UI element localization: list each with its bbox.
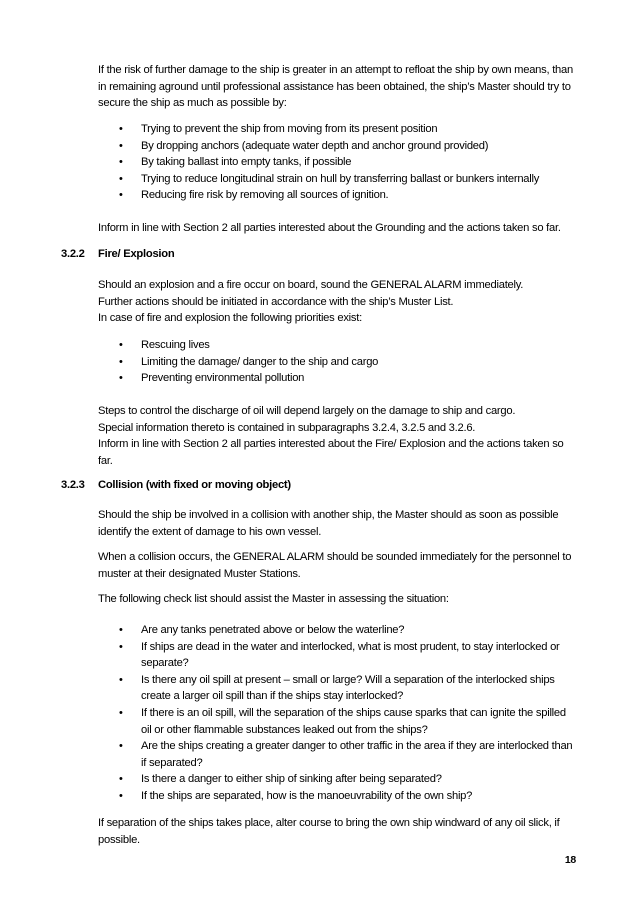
list-item: • Reducing fire risk by removing all sources of ignition. xyxy=(117,187,577,204)
collision-paragraph-2: When a collision occurs, the GENERAL ALARM should be sounded immediately for the personnel to muster at their designated Muster Stations. xyxy=(98,551,572,580)
section-heading-collision xyxy=(61,477,291,494)
collision-paragraph-1: Should the ship be involved in a collision with another ship, the Master should as soon as possible identify the extent of damage to his own vessel. xyxy=(98,509,559,538)
fire-intro-paragraph: Should an explosion and a fire occur on board, sound the GENERAL ALARM immediately. Further actions should be initiated in accordance with the ship’s Muster List. In case of fire and explosion the following priorities exist: xyxy=(98,279,524,325)
list-item: • Are the ships creating a greater danger to other traffic in the area if they are interlocked than if separated? xyxy=(119,740,573,769)
bullet-icon: • xyxy=(119,339,123,351)
list-item: • If the ships are separated, how is the manoeuvrability of the own ship? xyxy=(117,788,577,805)
list-item: • Trying to prevent the ship from moving from its present position xyxy=(117,121,577,138)
bullet-icon: • xyxy=(119,706,123,719)
bullet-icon: • xyxy=(119,624,123,636)
list-item: • Rescuing lives xyxy=(117,337,577,354)
bullet-icon: • xyxy=(119,789,123,802)
section-number: 3.2.2 xyxy=(61,248,85,260)
list-item: • Preventing environmental pollution xyxy=(117,370,577,387)
list-item: • By taking ballast into empty tanks, if possible xyxy=(117,154,577,171)
bullet-icon: • xyxy=(119,355,123,368)
section-title: Collision (with fixed or moving object) xyxy=(98,479,291,491)
list-item: • By dropping anchors (adequate water depth and anchor ground provided) xyxy=(117,138,577,155)
bullet-icon: • xyxy=(119,123,123,135)
list-item: • If ships are dead in the water and interlocked, what is most prudent, to stay interlocked or separate? xyxy=(119,640,560,670)
grounding-intro-paragraph: If the risk of further damage to the ship is greater in an attempt to refloat the ship by own means, than in remaining aground until professional assistance has been obtained, the ship’s Master should try to secure the ship as much as possible by: xyxy=(98,64,573,110)
collision-checklist xyxy=(117,622,577,805)
bullet-icon: • xyxy=(119,372,123,385)
collision-closing-paragraph: If separation of the ships takes place, alter course to bring the own ship windward of any oil slick, if possible. xyxy=(98,817,560,846)
bullet-icon: • xyxy=(119,740,123,753)
section-number: 3.2.3 xyxy=(61,479,85,491)
list-item: • Is there any oil spill at present – small or large? Will a separation of the interlocked ships create a larger oil spill than if the ships stay interlocked? xyxy=(119,673,555,703)
fire-steps-paragraph: Steps to control the discharge of oil will depend largely on the damage to ship and cargo. Special information thereto is contained in subparagraphs 3.2.4, 3.2.5 and 3.2.6. Inform in line with Section 2 all parties interested about the Fire/ Explosion and the actions taken so far. xyxy=(98,405,564,467)
bullet-icon: • xyxy=(119,156,123,169)
bullet-icon: • xyxy=(119,673,123,686)
list-item: • If there is an oil spill, will the separation of the ships cause sparks that can ignite the spilled oil or other flammable substances leaked out from the ships? xyxy=(119,706,566,736)
list-item: • Is there a danger to either ship of sinking after being separated? xyxy=(117,771,577,788)
collision-paragraph-3: The following check list should assist the Master in assessing the situation: xyxy=(98,593,449,605)
grounding-inform-paragraph: Inform in line with Section 2 all parties interested about the Grounding and the actions taken so far. xyxy=(98,222,561,234)
bullet-icon: • xyxy=(119,773,123,786)
list-item: • Trying to reduce longitudinal strain on hull by transferring ballast or bunkers internally xyxy=(117,171,577,188)
bullet-icon: • xyxy=(119,172,123,185)
section-title: Fire/ Explosion xyxy=(98,248,175,260)
grounding-bullet-list xyxy=(117,121,577,204)
bullet-icon: • xyxy=(119,640,123,653)
fire-priorities-list xyxy=(117,337,577,387)
bullet-icon: • xyxy=(119,189,123,202)
list-item: • Are any tanks penetrated above or below the waterline? xyxy=(117,622,577,639)
section-heading-fire xyxy=(61,246,174,263)
list-item: • Limiting the damage/ danger to the ship and cargo xyxy=(117,354,577,371)
bullet-icon: • xyxy=(119,139,123,152)
page-number: 18 xyxy=(564,854,576,866)
